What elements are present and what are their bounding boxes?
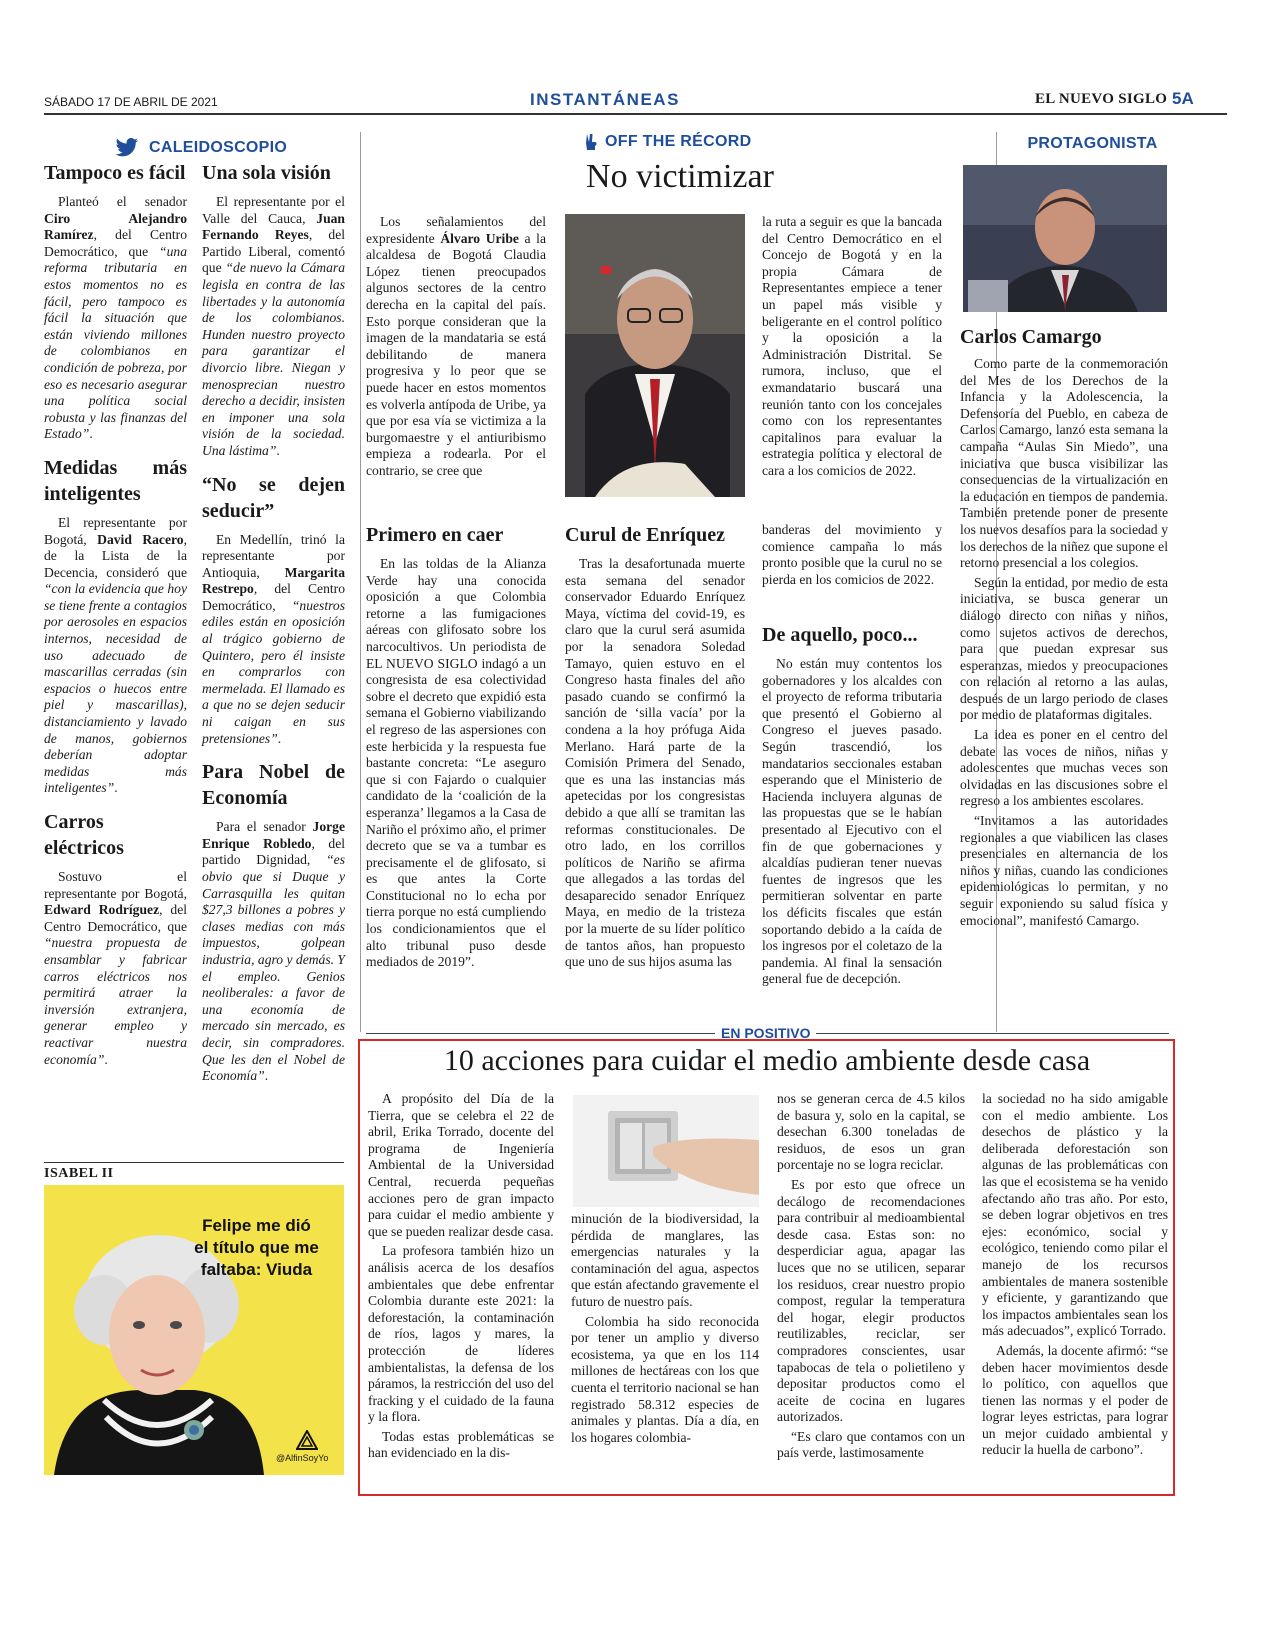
story-body: En las toldas de la Alianza Verde hay una conocida oposición a que Colombia retorne a las fumigaciones aéreas con glifosato sobre los narcocultivos. Un periodista de EL NUEVO SIGLO indagó a un congresista de esa colectividad sobre el decreto que expidió esta semana el Gobierno viabilizando el regreso de las aspersiones con este herbicida y la respuesta fue bastante concreta: “Le aseguro que si con Fajardo o cualquier candidato de la ‘coalición de la esperanza’ llegamos a la Casa de Nariño el próximo año, el primer decreto que se va a tumbar es precisamente el de glifosato, si es que antes la Corte Constitucional no lo echa por tierra porque no está cumpliendo los condicionamientos que el alto tribunal puso desde mediados de 2019”. bbox=[366, 556, 546, 970]
brief-title: Carros eléctricos bbox=[44, 811, 124, 859]
column-divider bbox=[360, 132, 361, 1032]
protagonista-name: Carlos Camargo bbox=[960, 326, 1102, 348]
brief-title: Para Nobel de Economía bbox=[202, 761, 345, 810]
cartoon-rule bbox=[44, 1162, 344, 1163]
story-title: Primero en caer bbox=[366, 524, 504, 546]
en-positivo-title: 10 acciones para cuidar el medio ambiente desde casa bbox=[443, 1044, 1091, 1077]
en-positivo-label: EN POSITIVO bbox=[715, 1025, 816, 1041]
newspaper-brand: EL NUEVO SIGLO bbox=[1035, 91, 1168, 107]
en-positivo-column-4: la sociedad no ha sido amigable con el medio ambiente. Los desechos de plástico y la deliberada deforestación son algunas de las problemáticas con las que el ecosistema se ha venido afectando año tras año. Por esto, se deben lograr objetivos en tres ejes: económico, social y ecológico, teniendo como pilar el manejo de los recursos ambientales de manera sostenible y eficiente, y garantizando que los impactos ambientales sean los más adecuados”, explicó Torrado. Además, la docente afirmó: “se deben hacer movimientos desde lo político, con aquellos que tienen las normas y el poder de lograr leyes estrictas, para lograr un mejor cuidado ambiental y reducir la huella de carbono”. bbox=[982, 1091, 1168, 1458]
caleidoscopio-header bbox=[115, 138, 287, 158]
brief-title: “No se dejen seducir” bbox=[202, 473, 345, 522]
brief-body: En Medellín, trinó la representante por Antioquia, Margarita Restrepo, del Centro Democrático, “nuestros ediles están en oposición al trágico gobierno de Quintero, pero él insiste en comprarlos con mermelada. El llamado es a que no se dejen seducir ni caigan en sus pretensiones”. bbox=[202, 531, 345, 746]
brief-body: Planteó el senador Ciro Alejandro Ramírez, del Centro Democrático, que “una reforma tributaria en estos momentos no es fácil, pero tampoco es fácil la situación que están viviendo millones de colombianos en condición de pobreza, por eso es necesario asegurar una política social robusta y las finanzas del Estado”. bbox=[44, 194, 187, 442]
uribe-photo bbox=[565, 214, 745, 497]
en-positivo-column-2: minución de la biodiversidad, la pérdida de manglares, las emergencias naturales y la contaminación del agua, aspectos que están afectando gravemente el futuro de nuestro país. Colombia ha sido reconocida por tener un amplio y diverso ecosistema, ya que en los 114 millones de hectáreas con los que cuenta el territorio nacional se han registrado 58.312 especies de animales y plantas. Día a día, en los hogares colombia- bbox=[571, 1211, 759, 1445]
story-body: No están muy contentos los gobernadores y los alcaldes con el proyecto de reforma tributaria que presentó el Gobierno al Congreso el jueves pasado. Según trascendió, los mandatarios seccionales estaban esperando que el Ministerio de Hacienda incluyera algunas de las propuestas que se le habían presentado al Ejecutivo con el fin de que gobernaciones y alcaldías pudieran tener nuevas fuentes de ingresos que les permitieran solventar en parte los déficits fiscales que están soportando debido a la caída de los ingresos por el coletazo de la pandemia. Al final la sensación general fue de decepción. bbox=[762, 656, 942, 987]
brief-title: Una sola visión bbox=[202, 162, 331, 184]
brief-item bbox=[44, 455, 187, 797]
brief-title: Medidas más inteligentes bbox=[44, 456, 187, 505]
story-de-aquello-poco bbox=[762, 622, 942, 991]
brief-body: Sostuvo el representante por Bogotá, Edward Rodríguez, del Centro Democrático, que “nuestra propuesta de ensamblar y fabricar carros eléctricos nos permitirá atraer la inversión extranjera, generar empleo y reactivar nuestra economía”. bbox=[44, 869, 187, 1067]
brief-body: Para el senador Jorge Enrique Robledo, del partido Dignidad, “es obvio que si Duque y Carrasquilla les quitan $27,3 billones a pobres y clases medias con más impuestos, golpean industria, agro y demás. Y el empleo. Genios neoliberales: a favor de una economía de mercado sin mercado, es decir, sin compradores. Que les den el Nobel de Economía”. bbox=[202, 819, 345, 1084]
off-the-record-lead-left: Los señalamientos del expresidente Álvaro Uribe a la alcaldesa de Bogotá Claudia López tienen preocupados algunos sectores de la centro derecha en la capital del país. Esto porque consideran que la imagen de la mandataria se está debilitando de manera progresiva y lo peor que se puede hacer en estos momentos es volverla antípoda de Uribe, ya que por esa vía se victimiza a la burgomaestre y el antiuribismo empieza a rodearla. Por el contrario, se cree que bbox=[366, 214, 546, 478]
light-switch-photo bbox=[573, 1095, 759, 1207]
story-title: De aquello, poco... bbox=[762, 624, 918, 646]
brief-body: El representante por Bogotá, David Racero, de la Lista de la Decencia, consideró que “con la evidencia que hoy se tiene frente a contagios por aerosoles en espacios internos, necesidad de uso adecuado de mascarillas cerradas (sin espacios o huecos entre piel y mascarillas), distanciamiento y lavado de manos, gobiernos deberían adoptar medidas más inteligentes”. bbox=[44, 514, 187, 796]
twitter-bird-icon bbox=[115, 138, 139, 158]
page-number: 5A bbox=[1172, 89, 1194, 108]
brief-item bbox=[202, 160, 345, 460]
off-the-record-header bbox=[583, 133, 751, 151]
speech-bubble: Felipe me dió el título que me faltaba: Viuda bbox=[194, 1216, 319, 1279]
brief-title: Tampoco es fácil bbox=[44, 162, 186, 184]
protagonista-label: PROTAGONISTA bbox=[1027, 135, 1158, 152]
off-the-record-title: No victimizar bbox=[586, 158, 774, 195]
victory-hand-icon bbox=[583, 133, 599, 151]
cartoonist-signature: @AlfinSoyYo bbox=[276, 1453, 329, 1463]
en-positivo-column-3: nos se generan cerca de 4.5 kilos de basura y, solo en la capital, se desechan 6.300 toneladas de residuos, de esos un gran porcentaje no se logra reciclar. Es por esto que ofrece un decálogo de recomendaciones para contribuir al medioambiental desde casa. Estas son: no desperdiciar agua, apagar las luces que no se utilicen, separar los residuos, crear nuestro propio compost, regular la temperatura del hogar, elegir productos reutilizables, reciclar, ser compradores conscientes, usar tapabocas de tela o polietileno y depositar productos como el aceite de cocina en lugares autorizados. “Es claro que contamos con un país verde, lastimosamente bbox=[777, 1091, 965, 1461]
story-curul-de-enriquez bbox=[565, 522, 745, 974]
story-body: Tras la desafortunada muerte esta semana del senador conservador Eduardo Enríquez Maya, víctima del covid-19, es claro que la curul será asumida por la senadora Soledad Tamayo, quien estuvo en el Congreso hasta finales del año pasado cuando se confirmó la sanción de ‘silla vacía’ por la condena a la hoy prófuga Aida Merlano. Hará parte de la Comisión Primera del Senado, que es una las instancias más apetecidas por los congresistas debido a que allí se tramitan las reformas constitucionales. De otro lado, en los corrillos políticos de Nariño se afirma que allegados a las tordas del desaparecido senador Enríquez Maya, en medio de la tristeza por la muerte de su líder político de tantos años, han propuesto que uno de sus hijos asuma las bbox=[565, 556, 745, 970]
camargo-photo bbox=[963, 165, 1167, 312]
story-curul-continuation: banderas del movimiento y comience campaña lo más pronto posible que la curul no se pierda en los comicios de 2022. bbox=[762, 522, 942, 587]
brief-body: El representante por el Valle del Cauca, Juan Fernando Reyes, del Partido Liberal, comentó que “de nuevo la Cámara legisla en contra de las libertades y la autonomía de los colombianos. Hunden nuestro proyecto para garantizar el divorcio libre. Niegan y menosprecian nuestro derecho a decidir, insisten en imponer una sola visión de la sociedad. Una lástima”. bbox=[202, 194, 346, 458]
cartoon-panel bbox=[44, 1185, 344, 1475]
brief-item bbox=[202, 472, 345, 748]
cartoonist-logo-icon bbox=[296, 1430, 318, 1450]
off-the-record-lead-right: la ruta a seguir es que la bancada del Centro Democrático en el Concejo de Bogotá y en la propia Cámara de Representantes empiece a tener un papel más visible y beligerante en el control político y la oposición a la Administración Distrital. Se rumora, incluso, que el exmandatario buscará una reunión tanto con los concejales como con los representantes capitalinos para evaluar la estrategia política y electoral de cara a los comicios de 2022. bbox=[762, 214, 942, 478]
page-date: SÁBADO 17 DE ABRIL DE 2021 bbox=[44, 95, 218, 109]
header-rule bbox=[44, 113, 1227, 115]
story-primero-en-caer bbox=[366, 522, 546, 974]
brief-item bbox=[202, 759, 345, 1085]
brief-item bbox=[44, 809, 187, 1068]
off-the-record-label: OFF THE RÉCORD bbox=[605, 133, 752, 150]
cartoon-label: ISABEL II bbox=[44, 1166, 114, 1181]
brief-item bbox=[44, 160, 187, 443]
caleidoscopio-label: CALEIDOSCOPIO bbox=[149, 139, 288, 156]
story-title: Curul de Enríquez bbox=[565, 524, 726, 546]
caleidoscopio-column-2 bbox=[202, 160, 345, 1088]
section-title: INSTANTÁNEAS bbox=[530, 90, 680, 109]
en-positivo-column-1: A propósito del Día de la Tierra, que se celebra el 22 de abril, Erika Torrado, docente del programa de Ingeniería Ambiental de la Universidad Central, recuerda pequeñas acciones pero de gran impacto para cuidar el medio ambiente y que se pueden realizar desde casa. La profesora también hizo un análisis acerca de los desafíos ambientales que debe enfrentar Colombia durante este 2021: la deforestación, la contaminación de ríos, lagos y mares, la protección de líderes ambientalistas, la defensa de los páramos, la restricción del uso del fracking y el cuidado de la fauna y la flora. Todas estas problemáticas se han evidenciado en la dis- bbox=[368, 1091, 554, 1461]
protagonista-body: Como parte de la conmemoración del Mes de los Derechos de la Infancia y la Adolescencia, la Defensoría del Pueblo, en cabeza de Carlos Camargo, lanzó esta semana la campaña “Aulas Sin Miedo”, una iniciativa que busca visibilizar las consecuencias de la virtualización en la educación en tiempos de pandemia. También pretende poner de presente los nuevos desafíos para la sociedad y los derechos de la niñez que supone el retorno presencial a los colegios. Según la entidad, por medio de esta iniciativa, se busca generar un diálogo directo con niñas y niños, como sujetos activos de derechos, para que puedan expresar sus esperanzas, miedos y preocupaciones con relación al retorno a las aulas, después de un largo periodo de clases por medio de plataformas digitales. La idea es poner en el centro del debate las voces de niños, niñas y adolescentes que muchas veces son olvidadas en las discusiones sobre el regreso a los ambientes escolares. “Invitamos a las autoridades regionales a que viabilicen las clases presenciales en alternancia de los niños y niñas, cuando las condiciones epidemiológicas lo permitan, y no seguir exponiendo su salud física y emocional”, manifestó Camargo. bbox=[960, 356, 1168, 928]
caleidoscopio-column-1 bbox=[44, 160, 187, 1071]
